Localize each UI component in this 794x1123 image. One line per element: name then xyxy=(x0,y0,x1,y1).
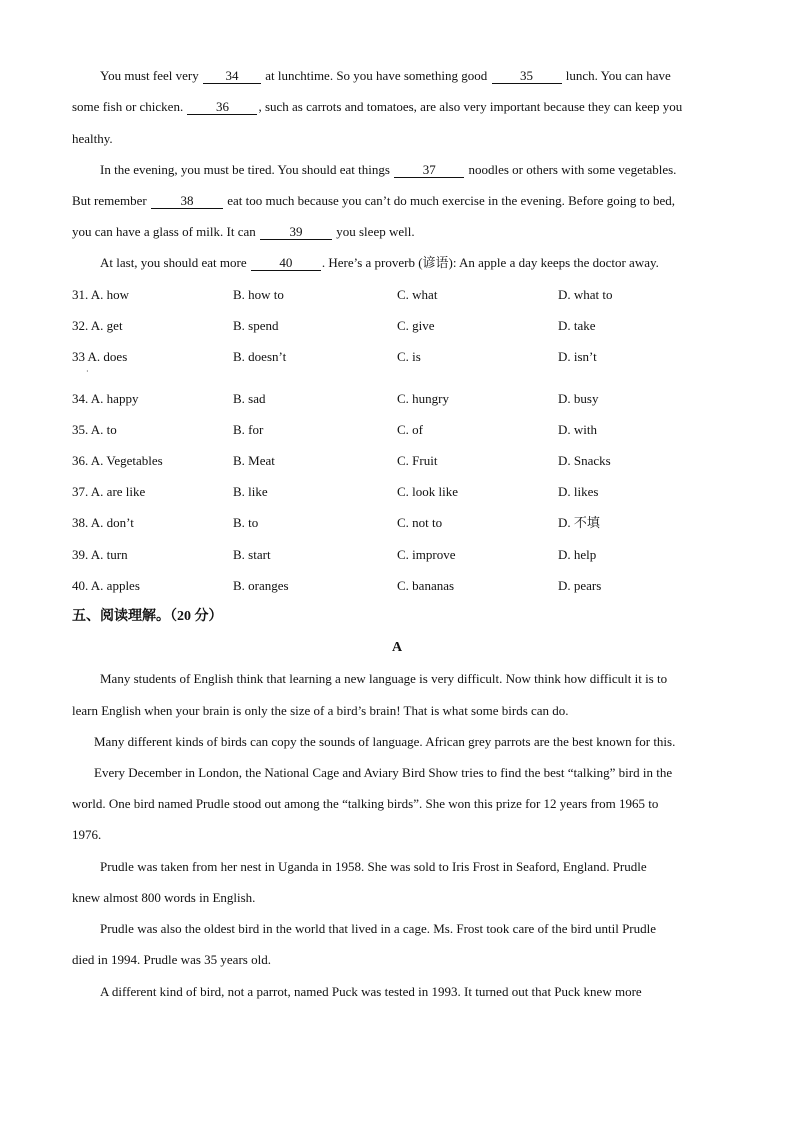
option-a[interactable]: 40. A. apples xyxy=(72,578,140,593)
option-b[interactable]: B. doesn’t xyxy=(233,349,287,364)
blank-36: 36 xyxy=(187,100,257,115)
option-d[interactable]: D. pears xyxy=(558,578,602,593)
option-b[interactable]: B. like xyxy=(233,484,268,499)
option-a[interactable]: 31. A. how xyxy=(72,287,130,302)
option-a[interactable]: 35. A. to xyxy=(72,422,117,437)
cloze-line: But remember 38 eat too much because you can’t do much exercise in the evening. Before going to bed, xyxy=(72,193,675,208)
option-c[interactable]: C. look like xyxy=(397,484,459,499)
reading-line: A different kind of bird, not a parrot, named Puck was tested in 1993. It turned out that Puck knew more xyxy=(100,984,642,999)
option-c[interactable]: C. bananas xyxy=(397,578,455,593)
stray-dot: · xyxy=(86,367,89,376)
cloze-line: You must feel very 34 at lunchtime. So you have something good 35 lunch. You can have xyxy=(100,68,671,83)
option-d[interactable]: D. 不填 xyxy=(558,515,600,530)
option-b[interactable]: B. to xyxy=(233,515,259,530)
option-d[interactable]: D. isn’t xyxy=(558,349,597,364)
option-b[interactable]: B. for xyxy=(233,422,264,437)
option-d[interactable]: D. take xyxy=(558,318,596,333)
reading-line: world. One bird named Prudle stood out among the “talking birds”. She won this prize for 12 years from 1965 to xyxy=(72,796,659,811)
reading-line: Prudle was also the oldest bird in the world that lived in a cage. Ms. Frost took care of the bird until Prudle xyxy=(100,921,657,936)
option-c[interactable]: C. improve xyxy=(397,547,456,562)
blank-38: 38 xyxy=(151,194,223,209)
blank-35: 35 xyxy=(492,69,562,84)
option-b[interactable]: B. start xyxy=(233,547,271,562)
option-d[interactable]: D. with xyxy=(558,422,597,437)
option-d[interactable]: D. help xyxy=(558,547,597,562)
reading-line: knew almost 800 words in English. xyxy=(72,890,256,905)
option-a[interactable]: 38. A. don’t xyxy=(72,515,134,530)
reading-line: learn English when your brain is only the size of a bird’s brain! That is what some birds can do. xyxy=(72,703,569,718)
option-b[interactable]: B. how to xyxy=(233,287,284,302)
passage-title: A xyxy=(391,640,403,655)
cloze-line: At last, you should eat more 40 . Here’s a proverb (谚语): An apple a day keeps the doctor away. xyxy=(100,255,659,270)
blank-37: 37 xyxy=(394,163,464,178)
option-d[interactable]: D. likes xyxy=(558,484,599,499)
option-a[interactable]: 32. A. get xyxy=(72,318,123,333)
option-c[interactable]: C. of xyxy=(397,422,423,437)
option-b[interactable]: B. spend xyxy=(233,318,279,333)
cloze-line: healthy. xyxy=(72,131,113,146)
option-b[interactable]: B. sad xyxy=(233,391,266,406)
option-c[interactable]: C. what xyxy=(397,287,438,302)
cloze-line: you can have a glass of milk. It can 39 you sleep well. xyxy=(72,224,415,239)
option-b[interactable]: B. oranges xyxy=(233,578,289,593)
option-d[interactable]: D. what to xyxy=(558,287,613,302)
reading-line: Many different kinds of birds can copy the sounds of language. African grey parrots are the best known for this. xyxy=(94,734,676,749)
option-a[interactable]: 37. A. are like xyxy=(72,484,146,499)
option-a[interactable]: 36. A. Vegetables xyxy=(72,453,163,468)
reading-line: Every December in London, the National Cage and Aviary Bird Show tries to find the best “talking” bird in the xyxy=(94,765,673,780)
option-a[interactable]: 39. A. turn xyxy=(72,547,128,562)
cloze-line: some fish or chicken. 36 , such as carrots and tomatoes, are also very important because they can keep you xyxy=(72,99,683,114)
cloze-line: In the evening, you must be tired. You should eat things 37 noodles or others with some vegetables. xyxy=(100,162,677,177)
option-c[interactable]: C. is xyxy=(397,349,421,364)
reading-line: died in 1994. Prudle was 35 years old. xyxy=(72,952,271,967)
option-c[interactable]: C. Fruit xyxy=(397,453,438,468)
blank-40: 40 xyxy=(251,256,321,271)
reading-line: Many students of English think that learning a new language is very difficult. Now think how difficult it is to xyxy=(100,671,668,686)
option-d[interactable]: D. busy xyxy=(558,391,599,406)
option-c[interactable]: C. hungry xyxy=(397,391,449,406)
section-heading: 五、阅读理解。（20 分） xyxy=(72,609,223,624)
reading-line: Prudle was taken from her nest in Uganda in 1958. She was sold to Iris Frost in Seaford, England. Prudle xyxy=(100,859,647,874)
option-a[interactable]: 33 A. does xyxy=(72,349,128,364)
option-c[interactable]: C. not to xyxy=(397,515,443,530)
option-a[interactable]: 34. A. happy xyxy=(72,391,139,406)
option-b[interactable]: B. Meat xyxy=(233,453,275,468)
blank-34: 34 xyxy=(203,69,261,84)
blank-39: 39 xyxy=(260,225,332,240)
option-c[interactable]: C. give xyxy=(397,318,435,333)
option-d[interactable]: D. Snacks xyxy=(558,453,611,468)
reading-line: 1976. xyxy=(72,827,102,842)
